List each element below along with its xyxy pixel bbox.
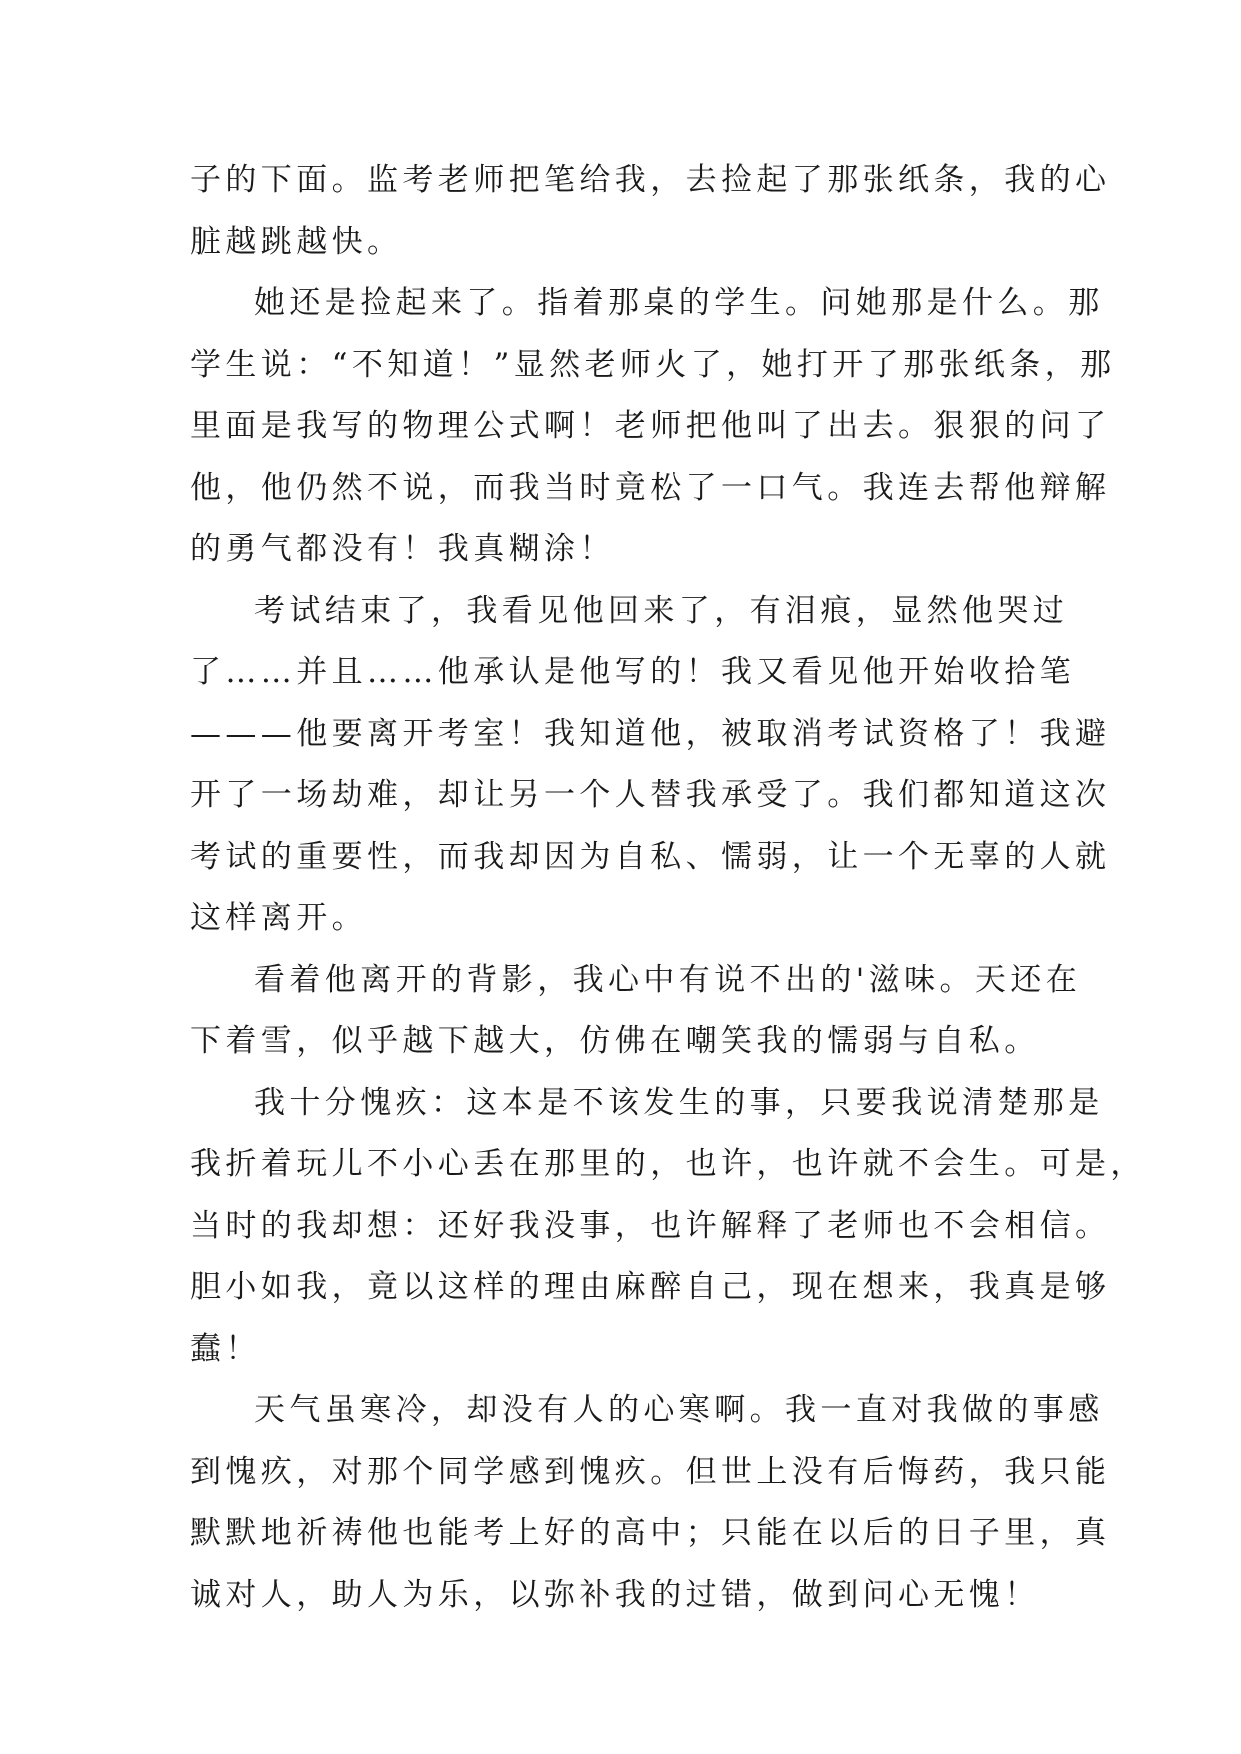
text-line: 蠢！ bbox=[190, 1330, 261, 1367]
text-line: 她还是捡起来了。指着那桌的学生。问她那是什么。那 bbox=[254, 285, 1104, 321]
text-line: 这样离开。 bbox=[190, 900, 367, 936]
text-line: 的勇气都没有！我真糊涂！ bbox=[190, 531, 615, 567]
text-line: 里面是我写的物理公式啊！老师把他叫了出去。狠狠的问了 bbox=[190, 408, 1111, 444]
text-line: 他，他仍然不说，而我当时竟松了一口气。我连去帮他辩解 bbox=[190, 469, 1111, 506]
text-line: 天气虽寒冷，却没有人的心寒啊。我一直对我做的事感 bbox=[254, 1392, 1104, 1428]
text-line: 默默地祈祷他也能考上好的高中；只能在以后的日子里，真 bbox=[190, 1515, 1111, 1551]
text-line: 了……并且……他承认是他写的！我又看见他开始收拾笔 bbox=[190, 654, 1075, 690]
text-line: 我十分愧疚：这本是不该发生的事，只要我说清楚那是 bbox=[254, 1084, 1104, 1121]
text-line: 当时的我却想：还好我没事，也许解释了老师也不会相信。 bbox=[190, 1207, 1111, 1244]
text-line: 学生说：“不知道！”显然老师火了，她打开了那张纸条，那 bbox=[190, 346, 1116, 383]
text-line: 诚对人，助人为乐，以弥补我的过错，做到问心无愧！ bbox=[190, 1576, 1040, 1613]
essay-body bbox=[190, 150, 1146, 1626]
text-line: 开了一场劫难，却让另一个人替我承受了。我们都知道这次 bbox=[190, 777, 1111, 813]
text-line: 胆小如我，竟以这样的理由麻醉自己，现在想来，我真是够 bbox=[190, 1269, 1111, 1305]
text-line: 到愧疚，对那个同学感到愧疚。但世上没有后悔药，我只能 bbox=[190, 1453, 1111, 1490]
text-line: 下着雪，似乎越下越大，仿佛在嘲笑我的懦弱与自私。 bbox=[190, 1023, 1040, 1059]
text-line: ———他要离开考室！我知道他，被取消考试资格了！我避 bbox=[190, 715, 1111, 752]
text-line: 子的下面。监考老师把笔给我，去捡起了那张纸条，我的心 bbox=[190, 162, 1111, 198]
text-line: 看着他离开的背影，我心中有说不出的'滋味。天还在 bbox=[254, 961, 1082, 998]
text-line: 考试的重要性，而我却因为自私、懦弱，让一个无辜的人就 bbox=[190, 838, 1111, 875]
text-line: 脏越跳越快。 bbox=[190, 223, 403, 260]
text-line: 我折着玩儿不小心丢在那里的，也许，也许就不会生。可是， bbox=[190, 1146, 1146, 1182]
text-line: 考试结束了，我看见他回来了，有泪痕，显然他哭过 bbox=[254, 592, 1069, 629]
